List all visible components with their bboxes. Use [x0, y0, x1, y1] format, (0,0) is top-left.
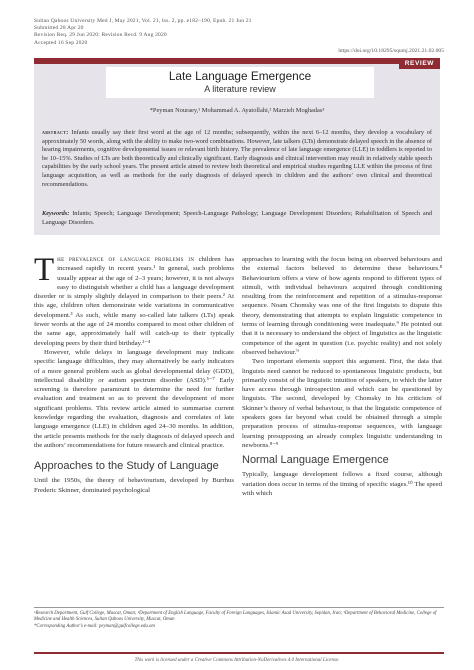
article-subtitle: A literature review [204, 84, 276, 94]
article-type-tag: REVIEW [399, 58, 440, 69]
body-paragraph: Typically, language development follows a fixed course, although variation does occur in terms of the timing of specific stages.¹⁰ The speed with which [242, 471, 442, 497]
right-column [242, 255, 442, 498]
left-column [34, 252, 234, 495]
body-paragraph: approaches to learning with the focus being on observed behaviours and the external factors believed to determine these behaviours.⁸ Behaviourism offers a view of how agents respond to different types of stimuli, with individual behaviours acquired through conditioning resulting from the reinforcement and repetition of a stimulus-response sequence. Noam Chomsky was one of the first linguists to dispute this theory, demonstrating that attempts to explain linguistic competence in terms of learning through conditioning were inadequate.⁹ He pointed out that it is necessary to understand the object of linguistics as the linguistic competence of the agent in question (i.e. psychic reality) and not solely observed behaviour.⁹ [242, 256, 442, 356]
abstract-text: Infants usually say their first word at the age of 12 months; subsequently, within the next 6–12 months, they develop a vocabulary of approximately 50 words, along with the ability to make two-word combinations. However, late talkers (LTs) demonstrate delayed speech in the absence of hearing impairments, cognitive developmental issues or relevant birth history. The prevalence of late language emergence (LLE) in toddlers is reported to be 10–15%. Studies of LTs are both theoretically and clinically significant. Early diagnosis and clinical intervention may result in relatively stable speech capabilities by the early school years. The present article aimed to review both theoretical and empirical studies regarding LLE within the process of first language acquisition, as well as methods for the early diagnosis of delayed speech in children and the authors’ own clinical and theoretical recommendations. [42, 129, 433, 188]
abstract [42, 129, 432, 189]
intro-text: children has increased rapidly in recent years.¹ In general, such problems usually appear at the age of 2–3 years; however, it is not always easy to distinguish whether a child has a language development disorder or is simply slightly delayed in comparison to their peers.² At this age, children often demonstrate wide variations in communicative development.³ As such, while many so-called late talkers (LTs) speak fewer words at the age of 24 months compared to most other children of the same age, approximately half will catch-up to their typically developing peers by their third birthday.²⁻⁴ [34, 256, 234, 347]
author-list: *Peyman Nouraey,¹ Mohammad A. Ayatollahi,² Marzieh Moghadas³ [149, 107, 325, 114]
submitted-date: Submitted 28 Apr 20 [34, 25, 84, 32]
keywords [42, 210, 432, 227]
abstract-label: abstract: [42, 129, 69, 136]
section-heading-approaches: Approaches to the Study of Language [34, 460, 219, 473]
keywords-text: Infants; Speech; Language Development; Speech-Language Pathology; Language Development Disorders; Rehabilitation of Speech and Language Disorders. [42, 210, 433, 226]
body-paragraph: Until the 1950s, the theory of behaviourism, developed by Burrhus Frederic Skinner, dominated psychological [34, 477, 234, 494]
corresponding-author-footnote: *Corresponding Author’s e-mail: peyman@gulfcollege.edu.om [34, 623, 155, 629]
doi-link[interactable]: https://doi.org/10.18295/squmj.2021.21.02.005 [338, 48, 444, 54]
intro-lead-in: he prevalence of language problems in [57, 256, 195, 263]
bottom-rule [34, 652, 444, 654]
license-line: This work is licensed under a Creative Commons Attribution-NoDerivatives 4.0 International License. [134, 658, 340, 663]
journal-citation-line: Sultan Qaboos University Med J, May 2021, Vol. 21, Iss. 2, pp. e182–190, Epub. 21 Jun 21 [34, 18, 252, 24]
title-box [106, 67, 374, 98]
section-heading-normal-emergence: Normal Language Emergence [242, 454, 389, 467]
keywords-label: Keywords: [42, 210, 70, 217]
drop-cap: T [34, 252, 55, 288]
affiliations-footnote: ¹Research Department, Gulf College, Muscat, Oman; ²Department of English Language, Faculty of Foreign Languages, Islamic Azad University, Sepidan, Iran; ³Department of Behavioral Medicine, College of Medicine and Health Sciences, Sultan Qaboos University, Muscat, Oman [34, 611, 437, 623]
accepted-date: Accepted 16 Sep 2020 [34, 39, 88, 46]
intro-paragraph [34, 252, 234, 348]
article-title: Late Language Emergence [168, 69, 312, 83]
revision-dates: Revision Req. 29 Jun 2020; Revision Recd. 9 Aug 2020 [34, 32, 167, 39]
body-paragraph: However, while delays in language development may indicate specific language difficulties, they may alternatively be early indicators of a more general problem such as global developmental delay (GDD), intellectual disability or autism spectrum disorder (ASD).⁵⁻⁷ Early screening is therefore paramount to determine the need for further evaluation and treatment so as to prevent the development of more significant problems. This review article aimed to summarise current knowledge regarding the evaluation, diagnosis and correlates of late language emergence (LLE) in children aged 24–30 months. In addition, the article presents methods for the early diagnosis of delayed speech and the authors’ recommendations for future research and clinical practice. [34, 348, 234, 449]
title-panel [34, 58, 440, 235]
journal-header [34, 18, 444, 47]
body-paragraph: Two important elements support this argument. First, the data that linguists need cannot be reduced to spontaneous linguistic products, but primarily consist of the linguistic intuition of speakers, to which the latter have access through introspection and which can be questioned by linguists. The second, developed by Chomsky in his criticism of Skinner’s theory of verbal behaviour, is that the linguistic competence of speakers goes far beyond what could be obtained through a simple preparation process of stimulus-response sequences, with language learning presupposing an already complex linguistic understanding in newborns.⁸⁻⁹ [242, 358, 442, 449]
footnotes [34, 607, 444, 630]
accent-bar [34, 58, 440, 64]
